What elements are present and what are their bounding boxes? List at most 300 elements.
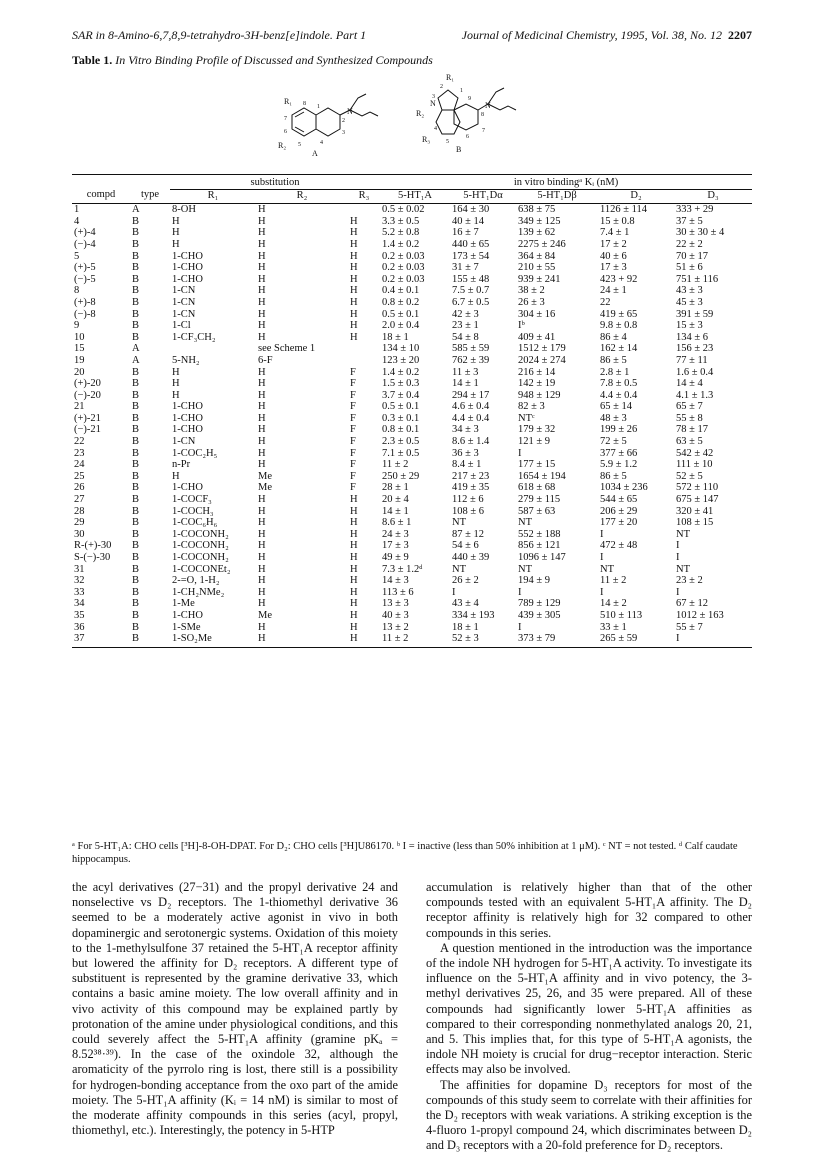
- table-cell: 87 ± 12: [452, 528, 485, 540]
- table-cell: I: [452, 586, 456, 598]
- table-cell: B: [132, 215, 140, 227]
- table-cell: 162 ± 14: [600, 343, 638, 355]
- table-cell: 1-CHO: [172, 609, 203, 621]
- table-cell: 1-CHO: [172, 424, 203, 436]
- table-cell: H: [350, 273, 358, 285]
- column-header: 5-HT₁A: [380, 189, 450, 204]
- table-cell: 14 ± 3: [382, 575, 409, 587]
- table-cell: F: [350, 412, 356, 424]
- table-cell: 0.2 ± 0.03: [382, 250, 425, 262]
- table-cell: 6-F: [258, 354, 273, 366]
- sar-table: [72, 174, 752, 648]
- table-row: [72, 262, 752, 274]
- table-cell: B: [132, 575, 140, 587]
- table-cell: H: [172, 389, 180, 401]
- table-cell: B: [132, 552, 140, 563]
- table-cell: 112 ± 6: [452, 494, 484, 506]
- table-cell: 7.5 ± 0.7: [452, 285, 490, 297]
- table-row: [72, 343, 752, 355]
- table-cell: 142 ± 19: [518, 378, 556, 390]
- table-cell: 9.8 ± 0.8: [600, 320, 638, 332]
- table-cell: B: [132, 401, 140, 413]
- table-cell: 27: [74, 494, 85, 506]
- table-cell: S-(−)-30: [74, 552, 111, 563]
- table-cell: R-(+)-30: [74, 540, 112, 552]
- table-cell: B: [132, 285, 140, 297]
- table-cell: 587 ± 63: [518, 505, 556, 517]
- struct-b-r1: R₁: [446, 73, 455, 82]
- column-header: type: [130, 189, 170, 204]
- table-cell: H: [350, 238, 358, 250]
- table-cell: 15: [74, 343, 85, 355]
- right-paragraph-2: A question mentioned in the introduction was the importance of the indole NH hydrogen for 5-HT₁A activity. To investigate its influence on the 5-HT₁A affinity and in vivo potency, the 3-methyl derivatives 25, 26, and 35 were prepared. All of these compounds had significantly lower 5-HT₁A affinities as compared to their corresponding nonmethylated analogs 20, 21, and 5. This implies that, for this type of 5-HT₁A agonists, the indole NH moiety is crucial for drug−receptor interaction. Steric effects may also be involved.: [426, 940, 752, 1077]
- table-cell: H: [172, 227, 180, 239]
- body-column-right: [426, 880, 752, 1154]
- table-cell: 42 ± 3: [452, 308, 479, 320]
- table-cell: 1-CHO: [172, 250, 203, 262]
- table-cell: H: [350, 586, 358, 598]
- table-cell: 14 ± 1: [382, 505, 409, 517]
- table-cell: NT: [518, 563, 532, 575]
- table-cell: 156 ± 23: [676, 343, 714, 355]
- table-cell: B: [132, 331, 140, 343]
- page-number: 2207: [728, 28, 752, 42]
- table-cell: (+)-21: [74, 412, 101, 424]
- table-cell: 25: [74, 470, 85, 482]
- table-cell: H: [258, 459, 266, 471]
- table-cell: 23: [74, 447, 85, 459]
- table-row: [72, 204, 752, 216]
- table-cell: 43 ± 3: [676, 285, 703, 297]
- table-cell: 155 ± 48: [452, 273, 490, 285]
- table-cell: 0.2 ± 0.03: [382, 262, 425, 274]
- table-cell: I: [518, 447, 522, 459]
- struct-b-num-4: 4: [434, 126, 437, 132]
- table-row: [72, 598, 752, 610]
- table-cell: H: [258, 598, 266, 610]
- table-cell: 7.8 ± 0.5: [600, 378, 638, 390]
- table-cell: 364 ± 84: [518, 250, 556, 262]
- table-cell: 34: [74, 598, 85, 610]
- table-cell: 36: [74, 621, 85, 633]
- table-row: [72, 633, 752, 647]
- table-cell: 82 ± 3: [518, 401, 545, 413]
- table-cell: I: [676, 586, 680, 598]
- table-cell: 86 ± 5: [600, 354, 627, 366]
- table-cell: 1-COCONH₂: [172, 528, 229, 540]
- table-cell: 20: [74, 366, 85, 378]
- table-cell: 23 ± 1: [452, 320, 479, 332]
- table-cell: 1-CHO: [172, 401, 203, 413]
- table-row: [72, 482, 752, 494]
- table-cell: H: [258, 204, 266, 216]
- table-cell: H: [258, 563, 266, 575]
- table-cell: H: [258, 517, 266, 529]
- table-cell: B: [132, 505, 140, 517]
- table-cell: 1-CH₂NMe₂: [172, 586, 225, 598]
- table-cell: H: [258, 250, 266, 262]
- table-cell: 108 ± 15: [676, 517, 714, 529]
- table-cell: 1012 ± 163: [676, 609, 724, 621]
- table-cell: 1126 ± 114: [600, 204, 647, 216]
- table-cell: Me: [258, 609, 272, 621]
- table-cell: 1-CHO: [172, 412, 203, 424]
- struct-a-num-1: 1: [317, 104, 320, 110]
- column-header: 5-HT₁Dβ: [516, 189, 598, 204]
- table-cell: 4.1 ± 1.3: [676, 389, 714, 401]
- table-cell: 1-COC₆H₆: [172, 517, 218, 529]
- table-cell: 2.0 ± 0.4: [382, 320, 420, 332]
- table-cell: F: [350, 470, 356, 482]
- struct-b-n8: N: [485, 101, 491, 110]
- table-cell: 63 ± 5: [676, 436, 703, 448]
- table-cell: I: [518, 621, 522, 633]
- table-row: [72, 239, 752, 251]
- table-cell: H: [350, 215, 358, 227]
- table-cell: B: [132, 540, 140, 552]
- group-substitution: substitution: [170, 175, 380, 190]
- table-cell: 33 ± 1: [600, 621, 627, 633]
- table-cell: H: [258, 308, 266, 320]
- table-cell: 13 ± 3: [382, 598, 409, 610]
- table-cell: 0.2 ± 0.03: [382, 273, 425, 285]
- struct-b-label: B: [456, 145, 462, 154]
- table-cell: 8: [74, 285, 80, 297]
- table-cell: B: [132, 528, 140, 540]
- struct-b-n: N: [430, 99, 436, 108]
- table-row: [72, 529, 752, 541]
- table-cell: 28: [74, 505, 85, 517]
- struct-b-r2: R₂: [416, 109, 425, 118]
- table-cell: I: [600, 552, 604, 563]
- table-cell: H: [172, 215, 180, 227]
- table-cell: F: [350, 459, 356, 471]
- table-cell: B: [132, 262, 140, 274]
- table-cell: 210 ± 55: [518, 262, 556, 274]
- table-cell: F: [350, 447, 356, 459]
- table-cell: B: [132, 366, 140, 378]
- table-cell: 1-CN: [172, 308, 196, 320]
- table-cell: 3.7 ± 0.4: [382, 389, 420, 401]
- table-cell: 11 ± 2: [600, 575, 627, 587]
- table-cell: 26: [74, 482, 85, 494]
- table-cell: A: [132, 204, 140, 216]
- table-cell: H: [258, 447, 266, 459]
- table-row: [72, 552, 752, 564]
- table-cell: 1-CN: [172, 285, 196, 297]
- table-cell: B: [130, 633, 170, 647]
- table-cell: I: [600, 528, 604, 540]
- table-cell: NT: [452, 563, 466, 575]
- table-cell: 265 ± 59: [598, 633, 674, 647]
- table-row: [72, 285, 752, 297]
- table-cell: 544 ± 65: [600, 494, 638, 506]
- table-cell: 7.4 ± 1: [600, 227, 630, 239]
- table-cell: 52 ± 5: [676, 470, 703, 482]
- table-cell: 1-COCF₃: [172, 494, 212, 506]
- table-cell: B: [132, 296, 140, 308]
- table-cell: I: [676, 540, 680, 552]
- table-cell: 26 ± 3: [518, 296, 545, 308]
- table-cell: 5-NH₂: [172, 354, 200, 366]
- table-cell: 552 ± 188: [518, 528, 561, 540]
- table-cell: 134 ± 6: [676, 331, 709, 343]
- table-cell: H: [350, 296, 358, 308]
- table-cell: 30: [74, 528, 85, 540]
- table-cell: 1654 ± 194: [518, 470, 566, 482]
- table-cell: 279 ± 115: [518, 494, 561, 506]
- struct-a-num-3: 3: [342, 130, 345, 136]
- table-cell: (+)-5: [74, 262, 96, 274]
- table-cell: 10: [74, 331, 85, 343]
- struct-b-num-6: 6: [466, 134, 469, 140]
- table-cell: 36 ± 3: [452, 447, 479, 459]
- table-cell: H: [258, 378, 266, 390]
- table-cell: 1.4 ± 0.2: [382, 238, 420, 250]
- table-cell: 52 ± 3: [450, 633, 516, 647]
- table-cell: 35: [74, 609, 85, 621]
- table-cell: 17 ± 3: [600, 262, 627, 274]
- table-cell: H: [258, 586, 266, 598]
- table-row: [72, 413, 752, 425]
- table-cell: (+)-4: [74, 227, 96, 239]
- table-cell: H: [350, 250, 358, 262]
- column-header: D₃: [674, 189, 752, 204]
- table-cell: H: [350, 331, 358, 343]
- table-cell: 8.6 ± 1: [382, 517, 412, 529]
- table-cell: 675 ± 147: [676, 494, 719, 506]
- table-cell: 2.3 ± 0.5: [382, 436, 420, 448]
- table-row: [72, 251, 752, 263]
- table-cell: H: [172, 470, 180, 482]
- table-cell: (−)-8: [74, 308, 96, 320]
- table-cell: 86 ± 5: [600, 470, 627, 482]
- table-cell: 111 ± 10: [676, 459, 713, 471]
- table-cell: 1-CHO: [172, 482, 203, 494]
- table-cell: B: [132, 470, 140, 482]
- table-cell: H: [258, 296, 266, 308]
- table-cell: n-Pr: [172, 459, 191, 471]
- table-cell: H: [350, 262, 358, 274]
- table-cell: 377 ± 66: [600, 447, 638, 459]
- table-cell: 37 ± 5: [676, 215, 703, 227]
- table-cell: NTᶜ: [518, 412, 535, 424]
- table-cell: 0.8 ± 0.1: [382, 424, 420, 436]
- table-cell: B: [132, 517, 140, 529]
- table-cell: 78 ± 17: [676, 424, 709, 436]
- table-cell: 216 ± 14: [518, 366, 556, 378]
- table-cell: 320 ± 41: [676, 505, 714, 517]
- table-cell: 113 ± 6: [382, 586, 414, 598]
- table-cell: B: [132, 389, 140, 401]
- table-cell: 1-SMe: [172, 621, 201, 633]
- table-cell: F: [350, 401, 356, 413]
- table-cell: B: [132, 436, 140, 448]
- table-cell: 0.8 ± 0.2: [382, 296, 420, 308]
- table-cell: 2024 ± 274: [518, 354, 566, 366]
- table-label: Table 1.: [72, 53, 113, 67]
- table-cell: 1034 ± 236: [600, 482, 648, 494]
- table-cell: 939 ± 241: [518, 273, 561, 285]
- table-cell: 11 ± 2: [382, 459, 409, 471]
- table-cell: 439 ± 305: [518, 609, 561, 621]
- table-cell: 2.8 ± 1: [600, 366, 630, 378]
- table-cell: 856 ± 121: [518, 540, 561, 552]
- running-header: [72, 28, 752, 44]
- table-cell: B: [132, 227, 140, 239]
- table-row: [72, 448, 752, 460]
- table-cell: Me: [258, 470, 272, 482]
- table-cell: 37: [72, 633, 130, 647]
- table-row: [72, 459, 752, 471]
- table-cell: H: [258, 540, 266, 552]
- table-cell: [348, 343, 380, 355]
- table-cell: B: [132, 482, 140, 494]
- table-cell: 762 ± 39: [452, 354, 490, 366]
- table-cell: 2275 ± 246: [518, 238, 566, 250]
- table-cell: 0.4 ± 0.1: [382, 285, 420, 297]
- table-cell: 1-COCH₃: [172, 505, 214, 517]
- table-cell: I: [600, 586, 604, 598]
- table-cell: B: [132, 273, 140, 285]
- header-title: SAR in 8-Amino-6,7,8,9-tetrahydro-3H-benz[e]indole. Part 1: [72, 28, 367, 42]
- struct-b-num-1: 1: [460, 88, 463, 94]
- table-cell: (+)-8: [74, 296, 96, 308]
- table-cell: B: [132, 598, 140, 610]
- table-cell: H: [258, 320, 266, 332]
- table-cell: B: [132, 238, 140, 250]
- chemical-structures: [270, 70, 570, 170]
- table-row: [72, 274, 752, 286]
- table-cell: 1-Me: [172, 598, 195, 610]
- table-cell: 1-COCONEt₂: [172, 563, 231, 575]
- table-cell: 14 ± 1: [452, 378, 479, 390]
- table-cell: 40 ± 14: [452, 215, 485, 227]
- table-cell: 1.4 ± 0.2: [382, 366, 420, 378]
- table-cell: 30 ± 30 ± 4: [676, 227, 725, 239]
- table-cell: I: [518, 586, 522, 598]
- table-cell: H: [172, 366, 180, 378]
- table-row: [72, 471, 752, 483]
- struct-a-num-5: 5: [298, 142, 301, 148]
- struct-b-num-9: 9: [468, 96, 471, 102]
- table-cell: H: [258, 575, 266, 587]
- table-cell: B: [132, 308, 140, 320]
- table-cell: 9: [74, 320, 80, 332]
- struct-b-num-2: 2: [440, 84, 443, 90]
- table-cell: 1-COCONH₂: [172, 540, 229, 552]
- table-cell: 70 ± 17: [676, 250, 709, 262]
- table-cell: H: [172, 238, 180, 250]
- table-row: [72, 424, 752, 436]
- table-cell: 7.1 ± 0.5: [382, 447, 420, 459]
- table-cell: 1-Cl: [172, 320, 191, 332]
- table-cell: 349 ± 125: [518, 215, 561, 227]
- table-cell: 14 ± 4: [676, 378, 703, 390]
- table-row: [72, 355, 752, 367]
- table-cell: B: [132, 250, 140, 262]
- table-cell: 24 ± 3: [382, 528, 409, 540]
- table-row: [72, 575, 752, 587]
- table-caption: [72, 53, 752, 68]
- table-cell: B: [132, 459, 140, 471]
- table-cell: 38 ± 2: [518, 285, 545, 297]
- table-cell: I: [674, 633, 752, 647]
- table-cell: 1-CN: [172, 296, 196, 308]
- table-cell: I: [676, 552, 680, 563]
- struct-b-r3: R₃: [422, 135, 431, 144]
- table-cell: B: [132, 412, 140, 424]
- table-cell: 8.6 ± 1.4: [452, 436, 490, 448]
- table-row: [72, 390, 752, 402]
- table-row: [72, 227, 752, 239]
- group-binding: in vitro bindingᵃ Kᵢ (nM): [380, 175, 752, 190]
- table-row: [72, 378, 752, 390]
- table-cell: B: [132, 609, 140, 621]
- table-cell: 28 ± 1: [382, 482, 409, 494]
- table-cell: NT: [676, 528, 690, 540]
- table-cell: H: [258, 412, 266, 424]
- table-cell: 1096 ± 147: [518, 552, 566, 563]
- table-row: [72, 320, 752, 332]
- struct-b-num-7: 7: [482, 128, 485, 134]
- table-cell: 45 ± 3: [676, 296, 703, 308]
- table-cell: H: [350, 575, 358, 587]
- table-cell: 17 ± 2: [600, 238, 627, 250]
- table-title: In Vitro Binding Profile of Discussed and Synthesized Compounds: [115, 53, 433, 67]
- table-cell: 333 + 29: [676, 204, 714, 216]
- table-cell: 8.4 ± 1: [452, 459, 482, 471]
- body-column-left: [72, 880, 398, 1138]
- table-cell: H: [258, 273, 266, 285]
- table-row: [72, 216, 752, 228]
- table-cell: 134 ± 10: [382, 343, 420, 355]
- table-cell: F: [350, 424, 356, 436]
- table-cell: 24 ± 1: [600, 285, 627, 297]
- table-cell: 638 ± 75: [518, 204, 556, 216]
- table-cell: NT: [600, 563, 614, 575]
- table-cell: 43 ± 4: [452, 598, 479, 610]
- table-cell: (−)-20: [74, 389, 101, 401]
- table-cell: B: [132, 447, 140, 459]
- table-cell: 177 ± 15: [518, 459, 556, 471]
- table-cell: 199 ± 26: [600, 424, 638, 436]
- table-cell: 7.3 ± 1.2ᵈ: [382, 563, 423, 575]
- table-cell: 15 ± 3: [676, 320, 703, 332]
- table-cell: 0.5 ± 0.1: [382, 401, 420, 413]
- table-cell: 21: [74, 401, 85, 413]
- table-cell: F: [350, 436, 356, 448]
- table-cell: H: [350, 528, 358, 540]
- table-cell: H: [258, 238, 266, 250]
- struct-a-label: A: [312, 149, 318, 158]
- table-cell: H: [258, 528, 266, 540]
- table-cell: H: [258, 424, 266, 436]
- table-cell: [170, 343, 256, 355]
- table-cell: 409 ± 41: [518, 331, 556, 343]
- struct-a-r2: R₂: [278, 141, 287, 150]
- table-cell: 22: [74, 436, 85, 448]
- table-cell: H: [350, 540, 358, 552]
- table-cell: 20 ± 4: [382, 494, 409, 506]
- table-cell: H: [258, 494, 266, 506]
- table-cell: 423 + 92: [600, 273, 638, 285]
- table-cell: NT: [676, 563, 690, 575]
- table-cell: 217 ± 23: [452, 470, 490, 482]
- table-cell: 40 ± 6: [600, 250, 627, 262]
- table-cell: 40 ± 3: [382, 609, 409, 621]
- table-cell: 15 ± 0.8: [600, 215, 635, 227]
